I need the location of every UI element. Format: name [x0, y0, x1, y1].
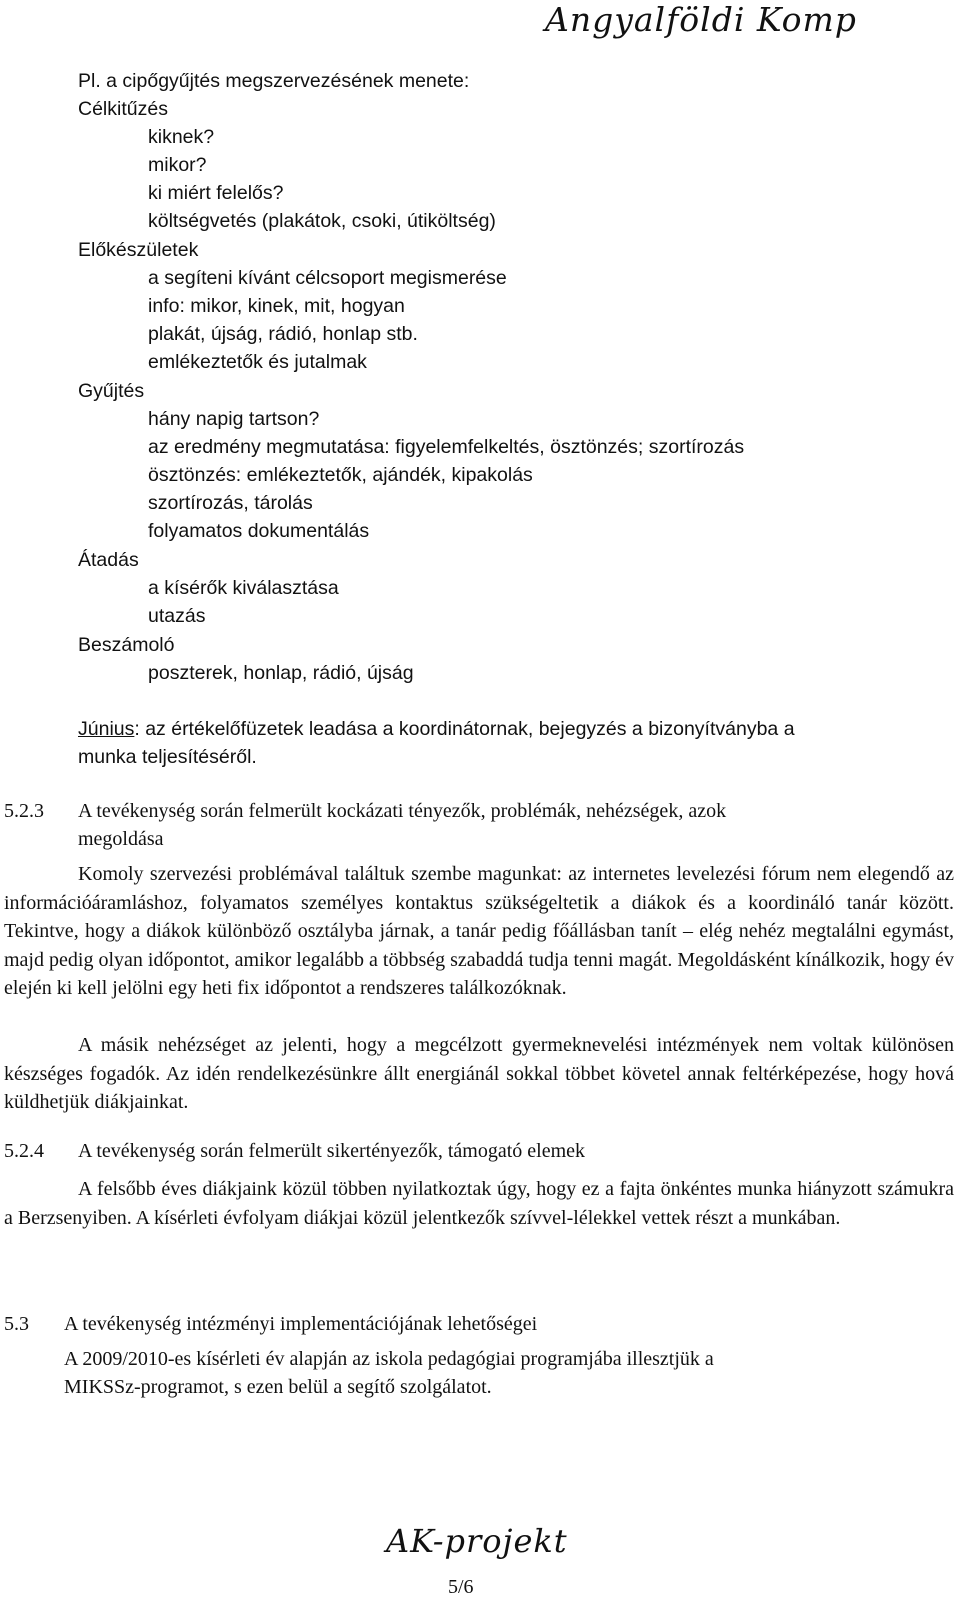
section-heading-523-cont: megoldása: [78, 828, 164, 850]
outline-item: poszterek, honlap, rádió, újság: [148, 662, 414, 684]
section-number-524: 5.2.4: [4, 1140, 44, 1162]
header-title: Angyalföldi Komp: [545, 0, 857, 39]
outline-item: emlékeztetők és jutalmak: [148, 351, 367, 373]
paragraph-text: Komoly szervezési problémával találtuk szembe magunkat: az internetes levelezési fórum nem elegendő az információáramláshoz, folyamatos személyes kontaktus szükségeltetik a diákok és a koordináló tanár között. Tekintve, hogy a diákok különböző osztályba járnak, a tanár pedig főállásban tanít – elég nehéz megtalálni egymást, majd pedig olyan időpontot, amikor legalább a többség szabaddá tudja tenni magát. Megoldásként kínálkozik, hogy év elején ki kell jelölni egy heti fix időpontot a rendszeres találkozóknak.: [4, 863, 954, 1000]
outline-item: a segíteni kívánt célcsoport megismerése: [148, 267, 507, 289]
outline-item: ösztönzés: emlékeztetők, ajándék, kipakolás: [148, 464, 533, 486]
june-note-line2: munka teljesítéséről.: [78, 746, 257, 768]
outline-item: plakát, újság, rádió, honlap stb.: [148, 323, 418, 345]
outline-item: utazás: [148, 605, 206, 627]
outline-item: költségvetés (plakátok, csoki, útiköltség): [148, 210, 496, 232]
paragraph-53-line2: MIKSSz-programot, s ezen belül a segítő szolgálatot.: [64, 1376, 492, 1398]
paragraph-523-1: [4, 860, 954, 1003]
section-heading-524: A tevékenység során felmerült sikertényezők, támogató elemek: [78, 1140, 586, 1162]
june-label: Június: [78, 718, 135, 740]
section-heading-523: A tevékenység során felmerült kockázati tényezők, problémák, nehézségek, azok: [78, 800, 727, 822]
section-title-elokeszuletek: Előkészületek: [78, 239, 199, 261]
section-title-atadas: Átadás: [78, 549, 139, 571]
paragraph-53-line1: A 2009/2010-es kísérleti év alapján az iskola pedagógiai programjába illesztjük a: [64, 1348, 714, 1370]
outline-item: mikor?: [148, 154, 207, 176]
page-number: 5/6: [448, 1576, 474, 1598]
june-note-line1: [78, 718, 795, 741]
section-title-gyujtes: Gyűjtés: [78, 380, 145, 402]
paragraph-text: A másik nehézséget az jelenti, hogy a megcélzott gyermeknevelési intézmények nem voltak különösen készséges fogadók. Az idén rendelkezésünkre állt energiánál sokkal többet követel annak feltérképezése, hogy hová küldhetjük diákjainkat.: [4, 1034, 954, 1114]
section-heading-53: A tevékenység intézményi implementációjának lehetőségei: [64, 1313, 538, 1335]
outline-item: hány napig tartson?: [148, 408, 320, 430]
paragraph-text: A felsőbb éves diákjaink közül többen nyilatkoztak úgy, hogy ez a fajta önkéntes munka hiányzott számukra a Berzsenyiben. A kísérleti évfolyam diákjai közül jelentkezők szívvel-lélekkel vettek részt a munkában.: [4, 1178, 954, 1229]
outline-item: folyamatos dokumentálás: [148, 520, 370, 542]
paragraph-524: [4, 1175, 954, 1232]
outline-item: ki miért felelős?: [148, 182, 284, 204]
section-title-celkituzes: Célkitűzés: [78, 98, 168, 120]
section-title-beszamolo: Beszámoló: [78, 634, 175, 656]
outline-intro: Pl. a cipőgyűjtés megszervezésének menete:: [78, 70, 470, 92]
paragraph-523-2: [4, 1031, 954, 1117]
footer-logo: AK-projekt: [386, 1522, 568, 1560]
section-number-523: 5.2.3: [4, 800, 44, 822]
outline-item: szortírozás, tárolás: [148, 492, 313, 514]
section-number-53: 5.3: [4, 1313, 29, 1335]
outline-item: a kísérők kiválasztása: [148, 577, 339, 599]
june-note-text: : az értékelőfüzetek leadása a koordinátornak, bejegyzés a bizonyítványba a: [134, 718, 795, 740]
outline-item: info: mikor, kinek, mit, hogyan: [148, 295, 405, 317]
outline-item: kiknek?: [148, 126, 215, 148]
outline-item: az eredmény megmutatása: figyelemfelkeltés, ösztönzés; szortírozás: [148, 436, 745, 458]
